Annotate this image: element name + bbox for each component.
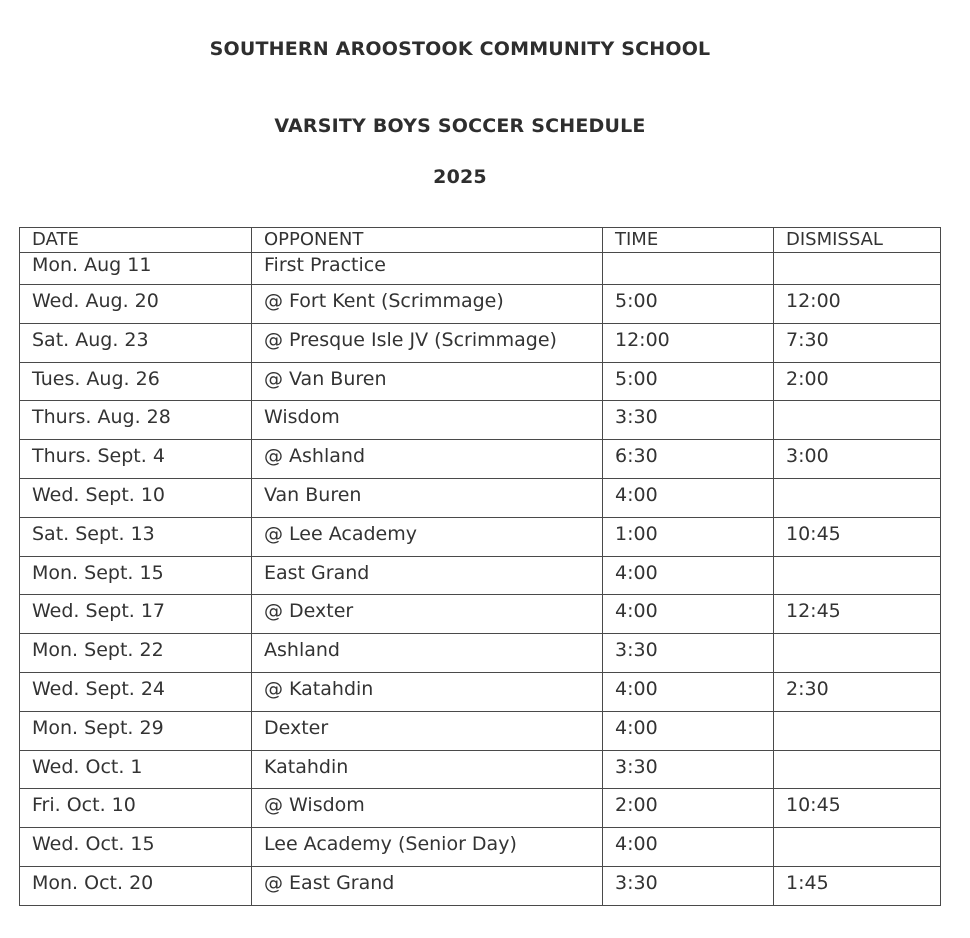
cell-date: Wed. Aug. 20 (20, 285, 252, 324)
cell-time: 6:30 (603, 440, 774, 479)
cell-opponent: @ East Grand (252, 866, 603, 905)
cell-date: Mon. Sept. 15 (20, 556, 252, 595)
cell-opponent: Dexter (252, 711, 603, 750)
cell-opponent: Van Buren (252, 478, 603, 517)
cell-time: 4:00 (603, 711, 774, 750)
table-row (20, 253, 941, 285)
table-row (20, 634, 941, 673)
cell-opponent: @ Lee Academy (252, 517, 603, 556)
cell-dismissal (774, 478, 941, 517)
table-header-row (20, 228, 941, 253)
cell-date: Wed. Oct. 1 (20, 750, 252, 789)
cell-time: 3:30 (603, 401, 774, 440)
cell-opponent: @ Fort Kent (Scrimmage) (252, 285, 603, 324)
cell-date: Mon. Sept. 29 (20, 711, 252, 750)
column-header-dismissal: DISMISSAL (774, 228, 941, 253)
cell-date: Tues. Aug. 26 (20, 362, 252, 401)
cell-opponent: Katahdin (252, 750, 603, 789)
cell-dismissal (774, 401, 941, 440)
cell-time: 4:00 (603, 828, 774, 867)
cell-dismissal (774, 556, 941, 595)
cell-date: Wed. Oct. 15 (20, 828, 252, 867)
cell-opponent: @ Ashland (252, 440, 603, 479)
cell-dismissal: 3:00 (774, 440, 941, 479)
column-header-opponent: OPPONENT (252, 228, 603, 253)
cell-time: 1:00 (603, 517, 774, 556)
cell-dismissal: 10:45 (774, 789, 941, 828)
cell-opponent: @ Dexter (252, 595, 603, 634)
table-row (20, 672, 941, 711)
table-row (20, 440, 941, 479)
schedule-rows (20, 253, 941, 906)
cell-dismissal (774, 253, 941, 285)
cell-time: 5:00 (603, 285, 774, 324)
cell-opponent: @ Wisdom (252, 789, 603, 828)
table-row (20, 556, 941, 595)
cell-date: Sat. Sept. 13 (20, 517, 252, 556)
table-row (20, 323, 941, 362)
cell-opponent: @ Van Buren (252, 362, 603, 401)
cell-dismissal: 2:30 (774, 672, 941, 711)
cell-time: 3:30 (603, 750, 774, 789)
school-title: SOUTHERN AROOSTOOK COMMUNITY SCHOOL (209, 38, 711, 60)
schedule-title: VARSITY BOYS SOCCER SCHEDULE (274, 115, 646, 137)
cell-date: Mon. Aug 11 (20, 253, 252, 285)
table-row (20, 285, 941, 324)
table-row (20, 478, 941, 517)
cell-dismissal (774, 634, 941, 673)
cell-time: 3:30 (603, 866, 774, 905)
cell-dismissal (774, 750, 941, 789)
cell-opponent: @ Katahdin (252, 672, 603, 711)
cell-date: Mon. Oct. 20 (20, 866, 252, 905)
table-row (20, 789, 941, 828)
cell-dismissal: 1:45 (774, 866, 941, 905)
cell-time: 4:00 (603, 556, 774, 595)
cell-date: Wed. Sept. 24 (20, 672, 252, 711)
cell-opponent: First Practice (252, 253, 603, 285)
cell-dismissal: 12:00 (774, 285, 941, 324)
cell-date: Thurs. Aug. 28 (20, 401, 252, 440)
cell-date: Fri. Oct. 10 (20, 789, 252, 828)
cell-date: Wed. Sept. 17 (20, 595, 252, 634)
cell-opponent: Lee Academy (Senior Day) (252, 828, 603, 867)
schedule-table (19, 227, 941, 906)
cell-dismissal: 12:45 (774, 595, 941, 634)
cell-time: 5:00 (603, 362, 774, 401)
cell-date: Mon. Sept. 22 (20, 634, 252, 673)
cell-time: 2:00 (603, 789, 774, 828)
cell-opponent: East Grand (252, 556, 603, 595)
cell-date: Wed. Sept. 10 (20, 478, 252, 517)
cell-dismissal: 10:45 (774, 517, 941, 556)
cell-time: 4:00 (603, 595, 774, 634)
cell-opponent: @ Presque Isle JV (Scrimmage) (252, 323, 603, 362)
table-row (20, 828, 941, 867)
cell-opponent: Ashland (252, 634, 603, 673)
cell-time: 4:00 (603, 672, 774, 711)
cell-date: Sat. Aug. 23 (20, 323, 252, 362)
table-row (20, 866, 941, 905)
cell-date: Thurs. Sept. 4 (20, 440, 252, 479)
column-header-date: DATE (20, 228, 252, 253)
cell-time: 3:30 (603, 634, 774, 673)
table-row (20, 517, 941, 556)
cell-time (603, 253, 774, 285)
table-row (20, 750, 941, 789)
table-row (20, 362, 941, 401)
column-header-time: TIME (603, 228, 774, 253)
cell-opponent: Wisdom (252, 401, 603, 440)
cell-time: 4:00 (603, 478, 774, 517)
cell-dismissal (774, 711, 941, 750)
table-row (20, 401, 941, 440)
cell-dismissal: 7:30 (774, 323, 941, 362)
table-row (20, 595, 941, 634)
season-year: 2025 (433, 166, 487, 188)
cell-dismissal: 2:00 (774, 362, 941, 401)
cell-time: 12:00 (603, 323, 774, 362)
table-row (20, 711, 941, 750)
cell-dismissal (774, 828, 941, 867)
